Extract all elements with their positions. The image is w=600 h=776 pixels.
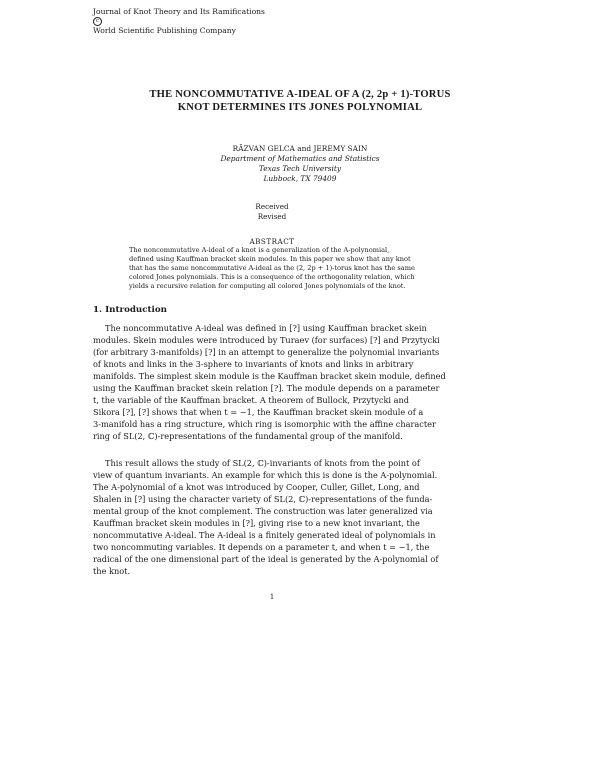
text-line: The noncommutative A-ideal was defined in [?] using Kauffman bracket skein <box>105 323 427 333</box>
text-line: noncommutative A-ideal. The A-ideal is a finitely generated ideal of polynomials in <box>93 530 436 541</box>
abstract-text <box>129 246 429 291</box>
paragraph-1 <box>93 322 449 442</box>
publisher-name: World Scientific Publishing Company <box>93 26 236 35</box>
text-line: modules. Skein modules were introduced by Turaev (for surfaces) [?] and Przytycki <box>93 335 440 346</box>
text-line: using the Kauffman bracket skein relation [?]. The module depends on a parameter <box>93 383 440 394</box>
abstract-line: The noncommutative A-ideal of a knot is a generalization of the A-polynomial, <box>129 246 390 254</box>
text-line: manifolds. The simplest skein module is the Kauffman bracket skein module, defined <box>93 371 446 382</box>
text-line: mental group of the knot complement. The construction was later generalized via <box>93 506 433 517</box>
text-line: t, the variable of the Kauffman bracket. A theorem of Bullock, Przytycki and <box>93 395 410 406</box>
running-header <box>93 7 265 36</box>
text-line: of knots and links in the 3-sphere to invariants of knots and links in arbitrary <box>93 359 414 370</box>
text-line: (for arbitrary 3-manifolds) [?] in an attempt to generalize the polynomial invariants <box>93 347 440 358</box>
revised-label: Revised <box>257 212 287 221</box>
author-names: RĂZVAN GELCA and JEREMY SAIN <box>232 144 368 153</box>
city: Lubbock, TX 79409 <box>263 174 337 183</box>
text-line: This result allows the study of SL(2, ℂ)-invariants of knots from the point of <box>105 458 420 468</box>
text-line: Shalen in [?] using the character variety of SL(2, ℂ)-representations of the funda- <box>93 494 433 505</box>
text-line: ring of SL(2, ℂ)-representations of the fundamental group of the manifold. <box>93 431 403 442</box>
text-line: two noncommuting variables. It depends on a parameter t, and when t = −1, the <box>93 542 430 553</box>
text-line: 3-manifold has a ring structure, which ring is isomorphic with the affine character <box>93 419 436 430</box>
received-block <box>0 202 544 222</box>
copyright-icon: c <box>93 17 102 26</box>
title-line-1: THE NONCOMMUTATIVE A-IDEAL OF A (2, 2p + 1)-TORUS <box>149 89 451 100</box>
abstract-line: defined using Kauffman bracket skein modules. In this paper we show that any knot <box>129 255 411 264</box>
page-number: 1 <box>269 592 275 601</box>
text-line: Sikora [?], [?] shows that when t = −1, the Kauffman bracket skein module of a <box>93 407 424 418</box>
abstract-heading: ABSTRACT <box>249 237 295 246</box>
text-line: The A-polynomial of a knot was introduced by Cooper, Culler, Gillet, Long, and <box>93 482 420 493</box>
text-line: radical of the one dimensional part of the ideal is generated by the A-polynomial of <box>93 554 439 565</box>
text-line: view of quantum invariants. An example for which this is done is the A-polynomial. <box>93 470 438 481</box>
title-line-2: KNOT DETERMINES ITS JONES POLYNOMIAL <box>177 102 423 113</box>
paper-title <box>40 88 560 114</box>
abstract-line: colored Jones polynomials. This is a consequence of the orthogonality relation, which <box>129 273 415 282</box>
abstract-line: yields a recursive relation for computing all colored Jones polynomials of the knot. <box>129 282 406 291</box>
received-label: Received <box>255 202 289 211</box>
copyright-line <box>93 17 265 36</box>
author-block <box>0 144 600 184</box>
department: Department of Mathematics and Statistics <box>220 154 380 163</box>
journal-name: Journal of Knot Theory and Its Ramifications <box>93 7 265 16</box>
text-line: Kauffman bracket skein modules in [?], giving rise to a new knot invariant, the <box>93 518 420 529</box>
section-heading-introduction: 1. Introduction <box>93 305 167 315</box>
university: Texas Tech University <box>258 164 342 173</box>
text-line: the knot. <box>93 566 131 577</box>
paragraph-2 <box>93 457 449 577</box>
abstract-line: that has the same noncommutative A-ideal as the (2, 2p + 1)-torus knot has the same <box>129 264 415 273</box>
